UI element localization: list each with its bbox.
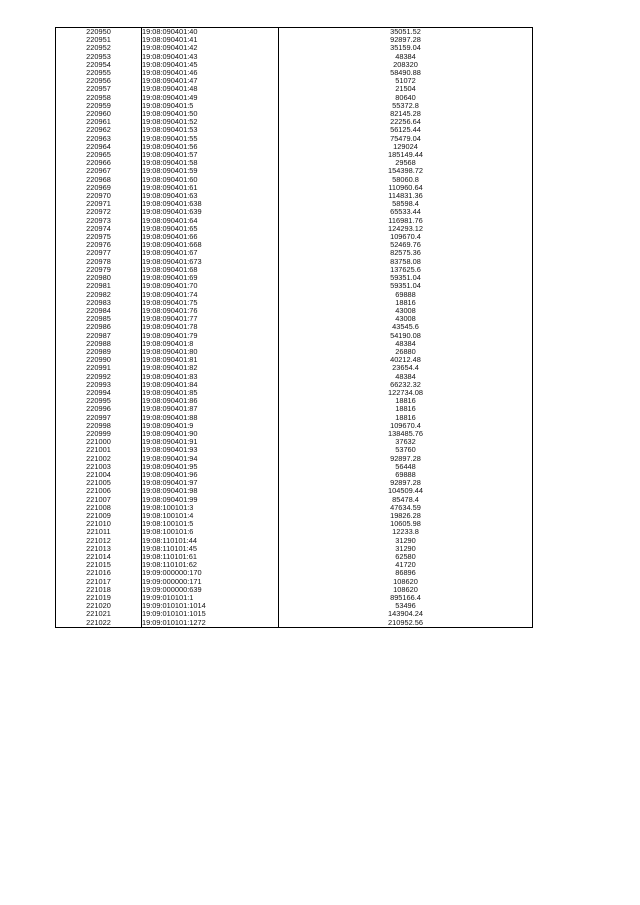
cadastral-number-cell: 19:08:090401:56: [142, 143, 279, 151]
row-number-cell: 220956: [56, 77, 142, 85]
table-row: [56, 545, 533, 553]
table-row: [56, 143, 533, 151]
value-cell: 83758.08: [279, 258, 533, 266]
table-row: [56, 504, 533, 512]
row-number-cell: 220994: [56, 389, 142, 397]
value-cell: 12233.8: [279, 528, 533, 536]
row-number-cell: 220978: [56, 258, 142, 266]
table-row: [56, 381, 533, 389]
cadastral-number-cell: 19:08:090401:66: [142, 233, 279, 241]
row-number-cell: 221001: [56, 446, 142, 454]
value-cell: 138485.76: [279, 430, 533, 438]
value-cell: 129024: [279, 143, 533, 151]
row-number-cell: 220951: [56, 36, 142, 44]
table-row: [56, 61, 533, 69]
value-cell: 40212.48: [279, 356, 533, 364]
cadastral-number-cell: 19:08:090401:95: [142, 463, 279, 471]
row-number-cell: 220995: [56, 397, 142, 405]
cadastral-number-cell: 19:08:090401:64: [142, 217, 279, 225]
table-row: [56, 176, 533, 184]
cadastral-number-cell: 19:08:090401:639: [142, 208, 279, 216]
value-cell: 114831.36: [279, 192, 533, 200]
row-number-cell: 221018: [56, 586, 142, 594]
table-row: [56, 430, 533, 438]
row-number-cell: 221019: [56, 594, 142, 602]
table-row: [56, 373, 533, 381]
row-number-cell: 221009: [56, 512, 142, 520]
value-cell: 22256.64: [279, 118, 533, 126]
row-number-cell: 220985: [56, 315, 142, 323]
value-cell: 92897.28: [279, 36, 533, 44]
row-number-cell: 220982: [56, 291, 142, 299]
cadastral-number-cell: 19:08:090401:45: [142, 61, 279, 69]
table-row: [56, 282, 533, 290]
cadastral-number-cell: 19:09:010101:1014: [142, 602, 279, 610]
row-number-cell: 220955: [56, 69, 142, 77]
row-number-cell: 220953: [56, 53, 142, 61]
table-row: [56, 528, 533, 536]
cadastral-number-cell: 19:08:090401:65: [142, 225, 279, 233]
value-cell: 69888: [279, 291, 533, 299]
row-number-cell: 220954: [56, 61, 142, 69]
row-number-cell: 220989: [56, 348, 142, 356]
row-number-cell: 221007: [56, 496, 142, 504]
table-row: [56, 258, 533, 266]
cadastral-number-cell: 19:09:000000:170: [142, 569, 279, 577]
cadastral-number-cell: 19:08:090401:74: [142, 291, 279, 299]
value-cell: 18816: [279, 397, 533, 405]
table-row: [56, 69, 533, 77]
value-cell: 143904.24: [279, 610, 533, 618]
cadastral-number-cell: 19:08:090401:668: [142, 241, 279, 249]
row-number-cell: 220970: [56, 192, 142, 200]
cadastral-number-cell: 19:08:090401:86: [142, 397, 279, 405]
value-cell: 75479.04: [279, 135, 533, 143]
row-number-cell: 221011: [56, 528, 142, 536]
cadastral-number-cell: 19:08:090401:40: [142, 28, 279, 37]
cadastral-number-cell: 19:08:090401:69: [142, 274, 279, 282]
table-row: [56, 323, 533, 331]
table-row: [56, 553, 533, 561]
cadastral-number-cell: 19:08:090401:90: [142, 430, 279, 438]
row-number-cell: 221021: [56, 610, 142, 618]
value-cell: 48384: [279, 53, 533, 61]
value-cell: 18816: [279, 299, 533, 307]
row-number-cell: 220999: [56, 430, 142, 438]
row-number-cell: 221006: [56, 487, 142, 495]
table-row: [56, 364, 533, 372]
value-cell: 108620: [279, 578, 533, 586]
value-cell: 85478.4: [279, 496, 533, 504]
value-cell: 10605.98: [279, 520, 533, 528]
row-number-cell: 221012: [56, 537, 142, 545]
value-cell: 137625.6: [279, 266, 533, 274]
row-number-cell: 221004: [56, 471, 142, 479]
table-row: [56, 53, 533, 61]
row-number-cell: 220998: [56, 422, 142, 430]
row-number-cell: 220957: [56, 85, 142, 93]
value-cell: 895166.4: [279, 594, 533, 602]
row-number-cell: 220986: [56, 323, 142, 331]
row-number-cell: 220967: [56, 167, 142, 175]
table-row: [56, 167, 533, 175]
row-number-cell: 220993: [56, 381, 142, 389]
cadastral-number-cell: 19:09:000000:639: [142, 586, 279, 594]
cadastral-number-cell: 19:08:090401:76: [142, 307, 279, 315]
table-row: [56, 422, 533, 430]
row-number-cell: 221013: [56, 545, 142, 553]
table-row: [56, 315, 533, 323]
cadastral-number-cell: 19:08:110101:61: [142, 553, 279, 561]
row-number-cell: 220972: [56, 208, 142, 216]
cadastral-number-cell: 19:08:090401:79: [142, 332, 279, 340]
cadastral-number-cell: 19:09:000000:171: [142, 578, 279, 586]
cadastral-number-cell: 19:08:090401:78: [142, 323, 279, 331]
table-row: [56, 110, 533, 118]
row-number-cell: 220992: [56, 373, 142, 381]
table-row: [56, 479, 533, 487]
value-cell: 29568: [279, 159, 533, 167]
value-cell: 59351.04: [279, 282, 533, 290]
cadastral-number-cell: 19:08:090401:82: [142, 364, 279, 372]
table-row: [56, 569, 533, 577]
value-cell: 48384: [279, 340, 533, 348]
table-row: [56, 414, 533, 422]
cadastral-number-cell: 19:08:090401:43: [142, 53, 279, 61]
table-row: [56, 85, 533, 93]
cadastral-number-cell: 19:09:010101:1015: [142, 610, 279, 618]
table-row: [56, 340, 533, 348]
cadastral-number-cell: 19:08:090401:70: [142, 282, 279, 290]
cadastral-number-cell: 19:08:090401:67: [142, 249, 279, 257]
row-number-cell: 220980: [56, 274, 142, 282]
value-cell: 41720: [279, 561, 533, 569]
cadastral-number-cell: 19:08:090401:96: [142, 471, 279, 479]
row-number-cell: 220977: [56, 249, 142, 257]
value-cell: 69888: [279, 471, 533, 479]
table-row: [56, 135, 533, 143]
table-row: [56, 512, 533, 520]
value-cell: 109670.4: [279, 233, 533, 241]
table-row: [56, 28, 533, 37]
value-cell: 208320: [279, 61, 533, 69]
table-row: [56, 455, 533, 463]
row-number-cell: 220968: [56, 176, 142, 184]
value-cell: 65533.44: [279, 208, 533, 216]
table-row: [56, 151, 533, 159]
cadastral-number-cell: 19:08:090401:673: [142, 258, 279, 266]
cadastral-number-cell: 19:08:090401:55: [142, 135, 279, 143]
value-cell: 185149.44: [279, 151, 533, 159]
cadastral-number-cell: 19:08:090401:41: [142, 36, 279, 44]
row-number-cell: 221015: [56, 561, 142, 569]
value-cell: 80640: [279, 94, 533, 102]
value-cell: 19826.28: [279, 512, 533, 520]
value-cell: 110960.64: [279, 184, 533, 192]
value-cell: 56125.44: [279, 126, 533, 134]
table-row: [56, 77, 533, 85]
cadastral-number-cell: 19:08:090401:77: [142, 315, 279, 323]
cadastral-number-cell: 19:08:110101:45: [142, 545, 279, 553]
cadastral-number-cell: 19:08:090401:68: [142, 266, 279, 274]
table-row: [56, 159, 533, 167]
cadastral-number-cell: 19:08:090401:48: [142, 85, 279, 93]
row-number-cell: 220984: [56, 307, 142, 315]
table-row: [56, 36, 533, 44]
table-row: [56, 94, 533, 102]
cadastral-number-cell: 19:08:090401:99: [142, 496, 279, 504]
cadastral-number-cell: 19:08:090401:98: [142, 487, 279, 495]
table-row: [56, 291, 533, 299]
table-row: [56, 586, 533, 594]
value-cell: 37632: [279, 438, 533, 446]
table-row: [56, 126, 533, 134]
table-row: [56, 192, 533, 200]
value-cell: 116981.76: [279, 217, 533, 225]
row-number-cell: 221010: [56, 520, 142, 528]
row-number-cell: 220990: [56, 356, 142, 364]
table-row: [56, 233, 533, 241]
cadastral-values-table: [55, 27, 533, 628]
table-row: [56, 405, 533, 413]
value-cell: 31290: [279, 537, 533, 545]
table-row: [56, 594, 533, 602]
row-number-cell: 220961: [56, 118, 142, 126]
value-cell: 82145.28: [279, 110, 533, 118]
row-number-cell: 220975: [56, 233, 142, 241]
table-row: [56, 274, 533, 282]
value-cell: 82575.36: [279, 249, 533, 257]
cadastral-number-cell: 19:08:110101:44: [142, 537, 279, 545]
table-row: [56, 44, 533, 52]
row-number-cell: 220974: [56, 225, 142, 233]
cadastral-number-cell: 19:08:090401:5: [142, 102, 279, 110]
row-number-cell: 220996: [56, 405, 142, 413]
row-number-cell: 221017: [56, 578, 142, 586]
row-number-cell: 220969: [56, 184, 142, 192]
table-row: [56, 520, 533, 528]
row-number-cell: 220979: [56, 266, 142, 274]
cadastral-number-cell: 19:08:100101:6: [142, 528, 279, 536]
row-number-cell: 221014: [56, 553, 142, 561]
table-row: [56, 266, 533, 274]
cadastral-number-cell: 19:08:090401:46: [142, 69, 279, 77]
cadastral-number-cell: 19:08:090401:87: [142, 405, 279, 413]
table-row: [56, 537, 533, 545]
table-row: [56, 241, 533, 249]
cadastral-number-cell: 19:08:090401:83: [142, 373, 279, 381]
row-number-cell: 220959: [56, 102, 142, 110]
cadastral-number-cell: 19:08:090401:84: [142, 381, 279, 389]
table-row: [56, 578, 533, 586]
table-row: [56, 487, 533, 495]
value-cell: 43008: [279, 307, 533, 315]
row-number-cell: 220965: [56, 151, 142, 159]
value-cell: 23654.4: [279, 364, 533, 372]
row-number-cell: 220963: [56, 135, 142, 143]
table-row: [56, 332, 533, 340]
row-number-cell: 220983: [56, 299, 142, 307]
table-row: [56, 249, 533, 257]
table-row: [56, 602, 533, 610]
row-number-cell: 220997: [56, 414, 142, 422]
row-number-cell: 221022: [56, 619, 142, 628]
value-cell: 124293.12: [279, 225, 533, 233]
cadastral-number-cell: 19:08:090401:58: [142, 159, 279, 167]
cadastral-number-cell: 19:08:090401:94: [142, 455, 279, 463]
value-cell: 58598.4: [279, 200, 533, 208]
cadastral-number-cell: 19:08:090401:91: [142, 438, 279, 446]
row-number-cell: 220950: [56, 28, 142, 37]
table-row: [56, 299, 533, 307]
value-cell: 35159.04: [279, 44, 533, 52]
cadastral-number-cell: 19:08:100101:3: [142, 504, 279, 512]
table-row: [56, 619, 533, 628]
cadastral-number-cell: 19:08:090401:60: [142, 176, 279, 184]
table-body: [56, 28, 533, 628]
cadastral-number-cell: 19:08:090401:88: [142, 414, 279, 422]
value-cell: 47634.59: [279, 504, 533, 512]
value-cell: 92897.28: [279, 479, 533, 487]
cadastral-number-cell: 19:08:090401:9: [142, 422, 279, 430]
row-number-cell: 220966: [56, 159, 142, 167]
cadastral-number-cell: 19:08:090401:80: [142, 348, 279, 356]
table-row: [56, 463, 533, 471]
table-row: [56, 118, 533, 126]
value-cell: 58060.8: [279, 176, 533, 184]
row-number-cell: 221020: [56, 602, 142, 610]
cadastral-number-cell: 19:08:090401:75: [142, 299, 279, 307]
value-cell: 92897.28: [279, 455, 533, 463]
value-cell: 58490.88: [279, 69, 533, 77]
row-number-cell: 221000: [56, 438, 142, 446]
cadastral-number-cell: 19:08:090401:97: [142, 479, 279, 487]
cadastral-number-cell: 19:09:010101:1: [142, 594, 279, 602]
row-number-cell: 220958: [56, 94, 142, 102]
table-row: [56, 446, 533, 454]
value-cell: 48384: [279, 373, 533, 381]
table-row: [56, 438, 533, 446]
row-number-cell: 220973: [56, 217, 142, 225]
row-number-cell: 220991: [56, 364, 142, 372]
value-cell: 55372.8: [279, 102, 533, 110]
cadastral-number-cell: 19:09:010101:1272: [142, 619, 279, 628]
value-cell: 18816: [279, 414, 533, 422]
cadastral-number-cell: 19:08:090401:63: [142, 192, 279, 200]
table-row: [56, 200, 533, 208]
table-row: [56, 389, 533, 397]
cadastral-number-cell: 19:08:090401:42: [142, 44, 279, 52]
value-cell: 122734.08: [279, 389, 533, 397]
value-cell: 66232.32: [279, 381, 533, 389]
cadastral-number-cell: 19:08:090401:8: [142, 340, 279, 348]
cadastral-number-cell: 19:08:110101:62: [142, 561, 279, 569]
row-number-cell: 220988: [56, 340, 142, 348]
cadastral-number-cell: 19:08:090401:93: [142, 446, 279, 454]
cadastral-number-cell: 19:08:090401:81: [142, 356, 279, 364]
cadastral-number-cell: 19:08:090401:61: [142, 184, 279, 192]
cadastral-number-cell: 19:08:090401:59: [142, 167, 279, 175]
table-row: [56, 225, 533, 233]
value-cell: 56448: [279, 463, 533, 471]
row-number-cell: 220960: [56, 110, 142, 118]
table-row: [56, 102, 533, 110]
cadastral-number-cell: 19:08:090401:638: [142, 200, 279, 208]
cadastral-number-cell: 19:08:100101:4: [142, 512, 279, 520]
cadastral-number-cell: 19:08:090401:50: [142, 110, 279, 118]
table-row: [56, 184, 533, 192]
value-cell: 62580: [279, 553, 533, 561]
cadastral-number-cell: 19:08:090401:52: [142, 118, 279, 126]
value-cell: 26880: [279, 348, 533, 356]
row-number-cell: 220962: [56, 126, 142, 134]
cadastral-number-cell: 19:08:090401:57: [142, 151, 279, 159]
value-cell: 51072: [279, 77, 533, 85]
value-cell: 43008: [279, 315, 533, 323]
table-row: [56, 496, 533, 504]
value-cell: 59351.04: [279, 274, 533, 282]
cadastral-number-cell: 19:08:090401:53: [142, 126, 279, 134]
table-row: [56, 356, 533, 364]
table-row: [56, 397, 533, 405]
row-number-cell: 220981: [56, 282, 142, 290]
cadastral-number-cell: 19:08:090401:85: [142, 389, 279, 397]
table-row: [56, 307, 533, 315]
row-number-cell: 220987: [56, 332, 142, 340]
cadastral-number-cell: 19:08:090401:47: [142, 77, 279, 85]
row-number-cell: 220971: [56, 200, 142, 208]
value-cell: 210952.56: [279, 619, 533, 628]
value-cell: 18816: [279, 405, 533, 413]
value-cell: 21504: [279, 85, 533, 93]
value-cell: 52469.76: [279, 241, 533, 249]
table-row: [56, 561, 533, 569]
row-number-cell: 221003: [56, 463, 142, 471]
row-number-cell: 221008: [56, 504, 142, 512]
row-number-cell: 221005: [56, 479, 142, 487]
value-cell: 35051.52: [279, 28, 533, 37]
row-number-cell: 221016: [56, 569, 142, 577]
value-cell: 104509.44: [279, 487, 533, 495]
value-cell: 43545.6: [279, 323, 533, 331]
row-number-cell: 220964: [56, 143, 142, 151]
value-cell: 53496: [279, 602, 533, 610]
table-row: [56, 610, 533, 618]
value-cell: 108620: [279, 586, 533, 594]
value-cell: 54190.08: [279, 332, 533, 340]
value-cell: 53760: [279, 446, 533, 454]
value-cell: 31290: [279, 545, 533, 553]
cadastral-number-cell: 19:08:100101:5: [142, 520, 279, 528]
row-number-cell: 220952: [56, 44, 142, 52]
cadastral-number-cell: 19:08:090401:49: [142, 94, 279, 102]
table-row: [56, 208, 533, 216]
row-number-cell: 220976: [56, 241, 142, 249]
value-cell: 86896: [279, 569, 533, 577]
row-number-cell: 221002: [56, 455, 142, 463]
value-cell: 154398.72: [279, 167, 533, 175]
table-row: [56, 217, 533, 225]
table-row: [56, 471, 533, 479]
table-row: [56, 348, 533, 356]
value-cell: 109670.4: [279, 422, 533, 430]
